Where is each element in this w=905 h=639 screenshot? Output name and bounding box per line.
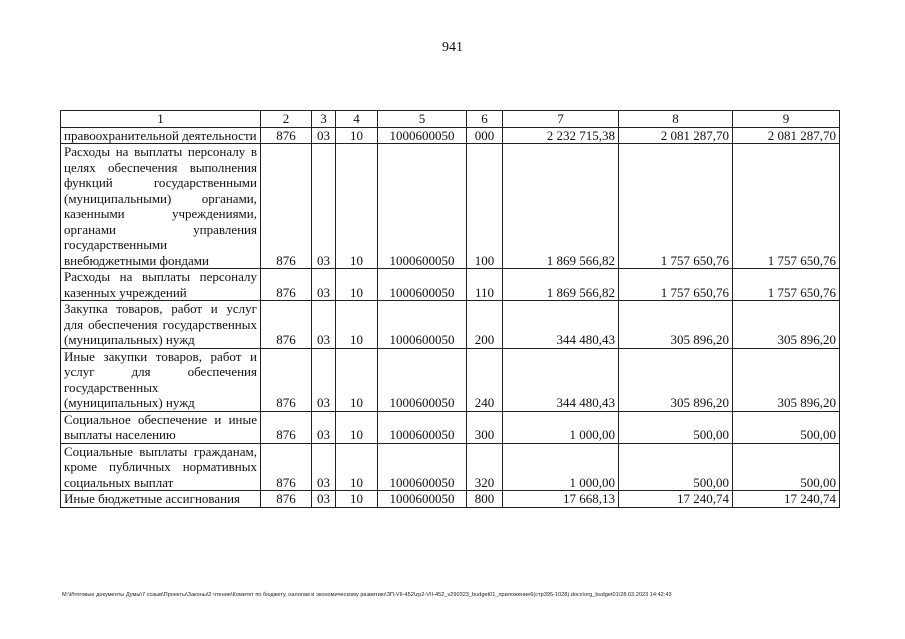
cell-amount-8: 17 240,74 [619, 491, 733, 508]
row-name: Закупка товаров, работ и услуг для обеспечения государственных (муниципальных) нужд [61, 301, 261, 349]
row-name: Расходы на выплаты персоналу казенных учреждений [61, 269, 261, 301]
cell-amount-8: 305 896,20 [619, 348, 733, 411]
cell-amount-7: 1 869 566,82 [503, 144, 619, 269]
cell-section: 03 [312, 411, 336, 443]
cell-section: 03 [312, 443, 336, 491]
cell-ministry: 876 [261, 411, 312, 443]
cell-amount-9: 1 757 650,76 [733, 144, 840, 269]
cell-target-article: 1000600050 [378, 348, 467, 411]
budget-table [60, 110, 840, 508]
cell-amount-8: 500,00 [619, 443, 733, 491]
cell-amount-9: 305 896,20 [733, 348, 840, 411]
table-row [61, 301, 840, 349]
row-name: Социальные выплаты гражданам, кроме публичных нормативных социальных выплат [61, 443, 261, 491]
header-cell-5: 5 [378, 111, 467, 128]
cell-section: 03 [312, 269, 336, 301]
table-row [61, 443, 840, 491]
table-row [61, 491, 840, 508]
table-row [61, 348, 840, 411]
row-name: Социальное обеспечение и иные выплаты населению [61, 411, 261, 443]
cell-ministry: 876 [261, 348, 312, 411]
row-name: Иные бюджетные ассигнования [61, 491, 261, 508]
row-name: Иные закупки товаров, работ и услуг для обеспечения государственных (муниципальных) нужд [61, 348, 261, 411]
cell-amount-8: 305 896,20 [619, 301, 733, 349]
cell-amount-7: 344 480,43 [503, 301, 619, 349]
cell-subsection: 10 [336, 348, 378, 411]
header-cell-9: 9 [733, 111, 840, 128]
row-name: Расходы на выплаты персоналу в целях обеспечения выполнения функций государственными (муниципальными) органами, казенными учреждениями, органами управления государственными внебюджетными фондами [61, 144, 261, 269]
header-row [61, 111, 840, 128]
row-name: правоохранительной деятельности [61, 127, 261, 144]
cell-ministry: 876 [261, 301, 312, 349]
cell-subsection: 10 [336, 411, 378, 443]
cell-ministry: 876 [261, 269, 312, 301]
table-row [61, 269, 840, 301]
cell-amount-9: 17 240,74 [733, 491, 840, 508]
table-row [61, 144, 840, 269]
header-cell-1: 1 [61, 111, 261, 128]
cell-expense-type: 000 [467, 127, 503, 144]
cell-amount-7: 1 869 566,82 [503, 269, 619, 301]
cell-amount-7: 1 000,00 [503, 411, 619, 443]
header-cell-2: 2 [261, 111, 312, 128]
cell-target-article: 1000600050 [378, 301, 467, 349]
cell-subsection: 10 [336, 491, 378, 508]
cell-subsection: 10 [336, 443, 378, 491]
page-number: 941 [442, 40, 463, 55]
cell-amount-8: 500,00 [619, 411, 733, 443]
cell-expense-type: 200 [467, 301, 503, 349]
cell-expense-type: 110 [467, 269, 503, 301]
cell-subsection: 10 [336, 127, 378, 144]
cell-section: 03 [312, 491, 336, 508]
cell-amount-9: 2 081 287,70 [733, 127, 840, 144]
header-cell-6: 6 [467, 111, 503, 128]
cell-amount-7: 1 000,00 [503, 443, 619, 491]
header-cell-7: 7 [503, 111, 619, 128]
cell-expense-type: 300 [467, 411, 503, 443]
cell-target-article: 1000600050 [378, 127, 467, 144]
cell-target-article: 1000600050 [378, 269, 467, 301]
cell-ministry: 876 [261, 127, 312, 144]
table-row [61, 411, 840, 443]
cell-section: 03 [312, 127, 336, 144]
cell-section: 03 [312, 144, 336, 269]
cell-expense-type: 800 [467, 491, 503, 508]
cell-amount-8: 1 757 650,76 [619, 269, 733, 301]
header-cell-8: 8 [619, 111, 733, 128]
header-cell-3: 3 [312, 111, 336, 128]
cell-amount-8: 1 757 650,76 [619, 144, 733, 269]
cell-expense-type: 320 [467, 443, 503, 491]
table-row [61, 127, 840, 144]
cell-section: 03 [312, 348, 336, 411]
cell-target-article: 1000600050 [378, 443, 467, 491]
cell-ministry: 876 [261, 144, 312, 269]
document-path-footer: M:\Итоговые документы Думы\7 созыв\Проекты\Законы\2 чтение\Комитет по бюджету, налогам и экономическому развитию\ЗП-VII-452\zp2-VII-452_v290323_budget01_приложение6(стр395-1028).docx\org_budget01\28.03.2023 14:42:43 [62, 592, 672, 598]
cell-ministry: 876 [261, 443, 312, 491]
cell-amount-7: 17 668,13 [503, 491, 619, 508]
cell-amount-9: 500,00 [733, 411, 840, 443]
cell-amount-9: 500,00 [733, 443, 840, 491]
cell-ministry: 876 [261, 491, 312, 508]
cell-amount-9: 1 757 650,76 [733, 269, 840, 301]
cell-target-article: 1000600050 [378, 144, 467, 269]
cell-amount-8: 2 081 287,70 [619, 127, 733, 144]
cell-target-article: 1000600050 [378, 411, 467, 443]
cell-section: 03 [312, 301, 336, 349]
cell-amount-9: 305 896,20 [733, 301, 840, 349]
cell-expense-type: 240 [467, 348, 503, 411]
cell-amount-7: 2 232 715,38 [503, 127, 619, 144]
cell-subsection: 10 [336, 301, 378, 349]
header-cell-4: 4 [336, 111, 378, 128]
cell-expense-type: 100 [467, 144, 503, 269]
cell-amount-7: 344 480,43 [503, 348, 619, 411]
cell-subsection: 10 [336, 269, 378, 301]
cell-subsection: 10 [336, 144, 378, 269]
cell-target-article: 1000600050 [378, 491, 467, 508]
